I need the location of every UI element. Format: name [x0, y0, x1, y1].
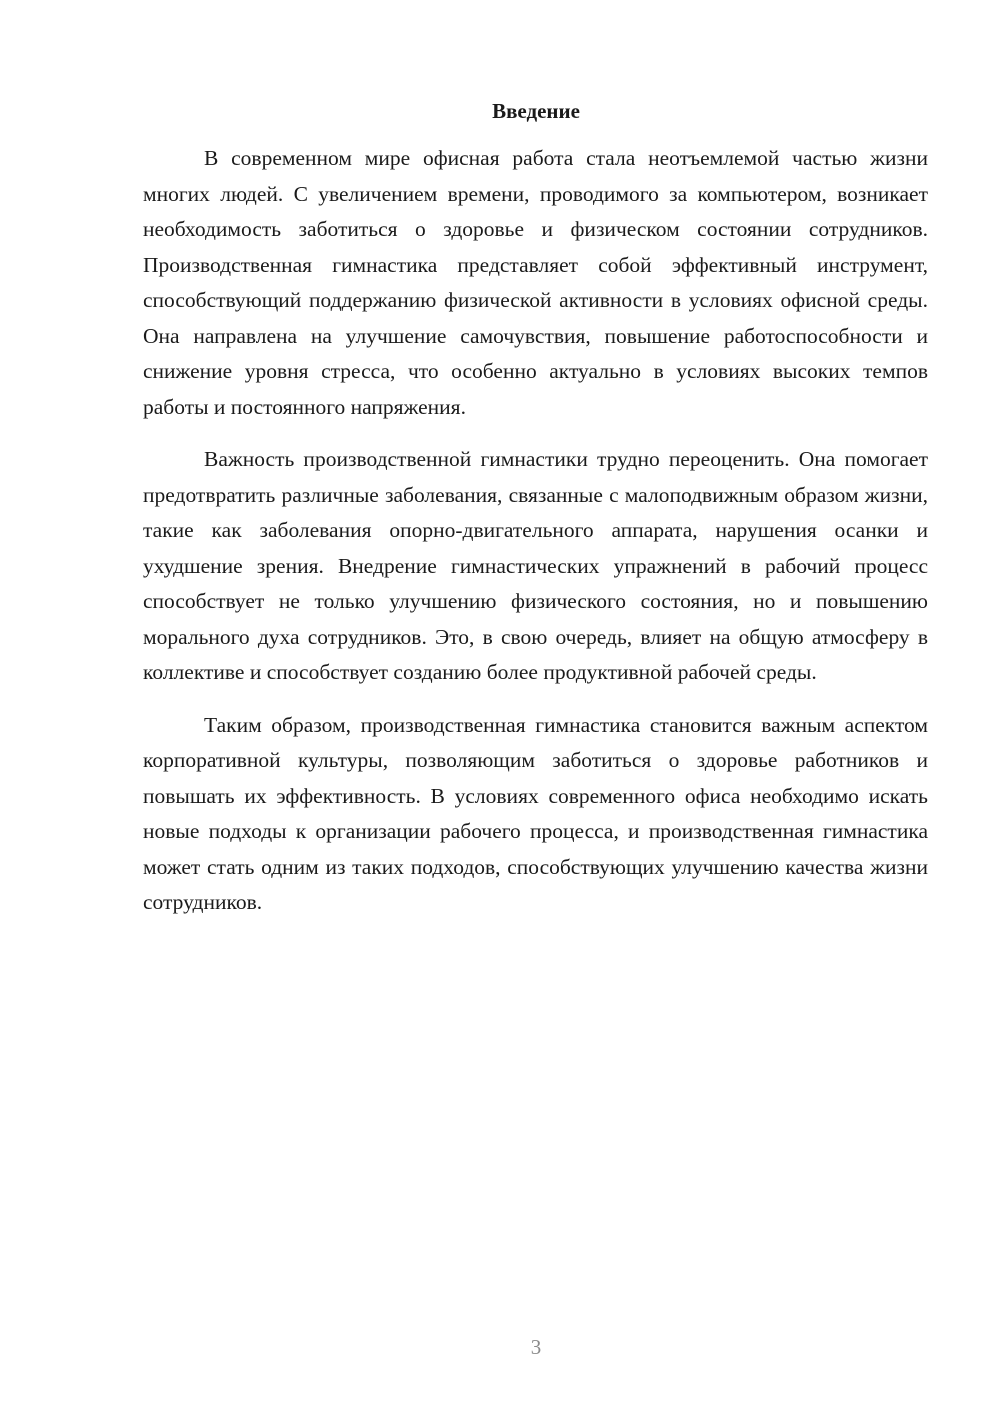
page-title: Введение — [492, 99, 580, 123]
paragraph-2: Важность производственной гимнастики трудно переоценить. Она помогает предотвратить различные заболевания, связанные с малоподвижным образом жизни, такие как заболевания опорно-двигательного аппарата, нарушения осанки и ухудшение зрения. Внедрение гимнастических упражнений в рабочий процесс способствует не только улучшению физического состояния, но и повышению морального духа сотрудников. Это, в свою очередь, влияет на общую атмосферу в коллективе и способствует созданию более продуктивной рабочей среды. — [143, 447, 928, 684]
paragraph-3: Таким образом, производственная гимнастика становится важным аспектом корпоративной культуры, позволяющим заботиться о здоровье работников и повышать их эффективность. В условиях современного офиса необходимо искать новые подходы к организации рабочего процесса, и производственная гимнастика может стать одним из таких подходов, способствующих улучшению качества жизни сотрудников. — [143, 712, 928, 914]
document-body — [143, 141, 928, 938]
page-number: 3 — [530, 1335, 542, 1359]
paragraph-1: В современном мире офисная работа стала неотъемлемой частью жизни многих людей. С увеличением времени, проводимого за компьютером, возникает необходимость заботиться о здоровье и физическом состоянии сотрудников. Производственная гимнастика представляет собой эффективный инструмент, способствующий поддержанию физической активности в условиях офисной среды. Она направлена на улучшение самочувствия, повышение работоспособности и снижение уровня стресса, что особенно актуально в условиях высоких темпов работы и постоянного напряжения. — [143, 146, 928, 419]
